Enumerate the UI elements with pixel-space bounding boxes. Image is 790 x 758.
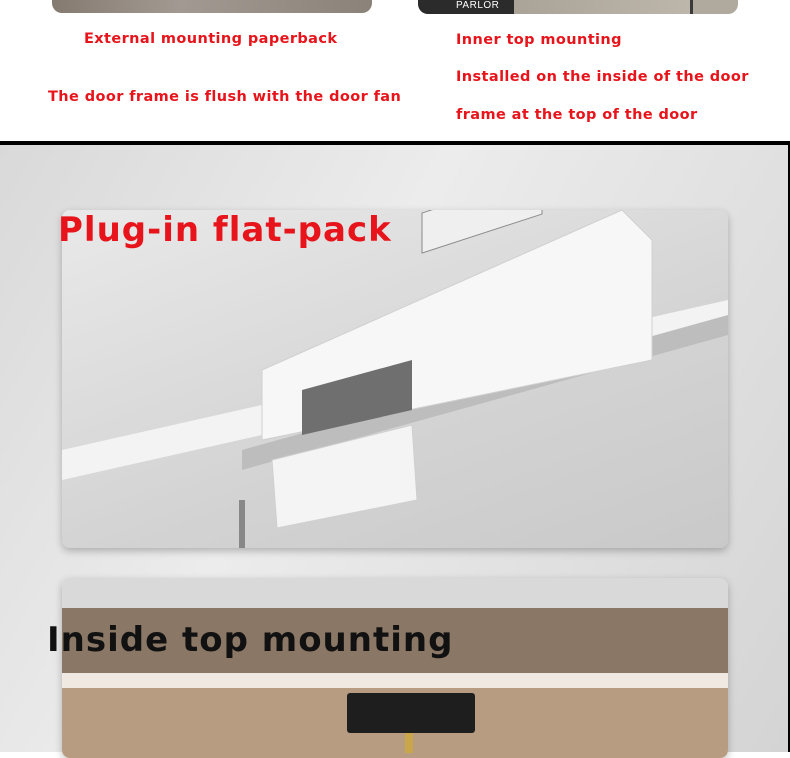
external-mount-photo — [52, 0, 372, 13]
right-caption-1: Inner top mounting — [456, 32, 622, 48]
door-closer-illustration — [62, 210, 728, 548]
right-caption-3: frame at the top of the door — [456, 107, 698, 123]
closer-arm — [405, 733, 413, 753]
flat-pack-closer-photo — [62, 210, 728, 548]
closer-body — [347, 693, 475, 733]
left-caption-2: The door frame is flush with the door fan — [48, 89, 402, 105]
inside-top-mount-photo — [62, 578, 728, 758]
right-caption-2: Installed on the inside of the door — [456, 69, 749, 85]
left-caption-1: External mounting paperback — [84, 31, 338, 47]
section-title-flat-pack: Plug-in flat-pack — [58, 210, 392, 250]
section-title-inside-top: Inside top mounting — [47, 620, 454, 660]
parlor-sign: PARLOR — [456, 0, 500, 11]
